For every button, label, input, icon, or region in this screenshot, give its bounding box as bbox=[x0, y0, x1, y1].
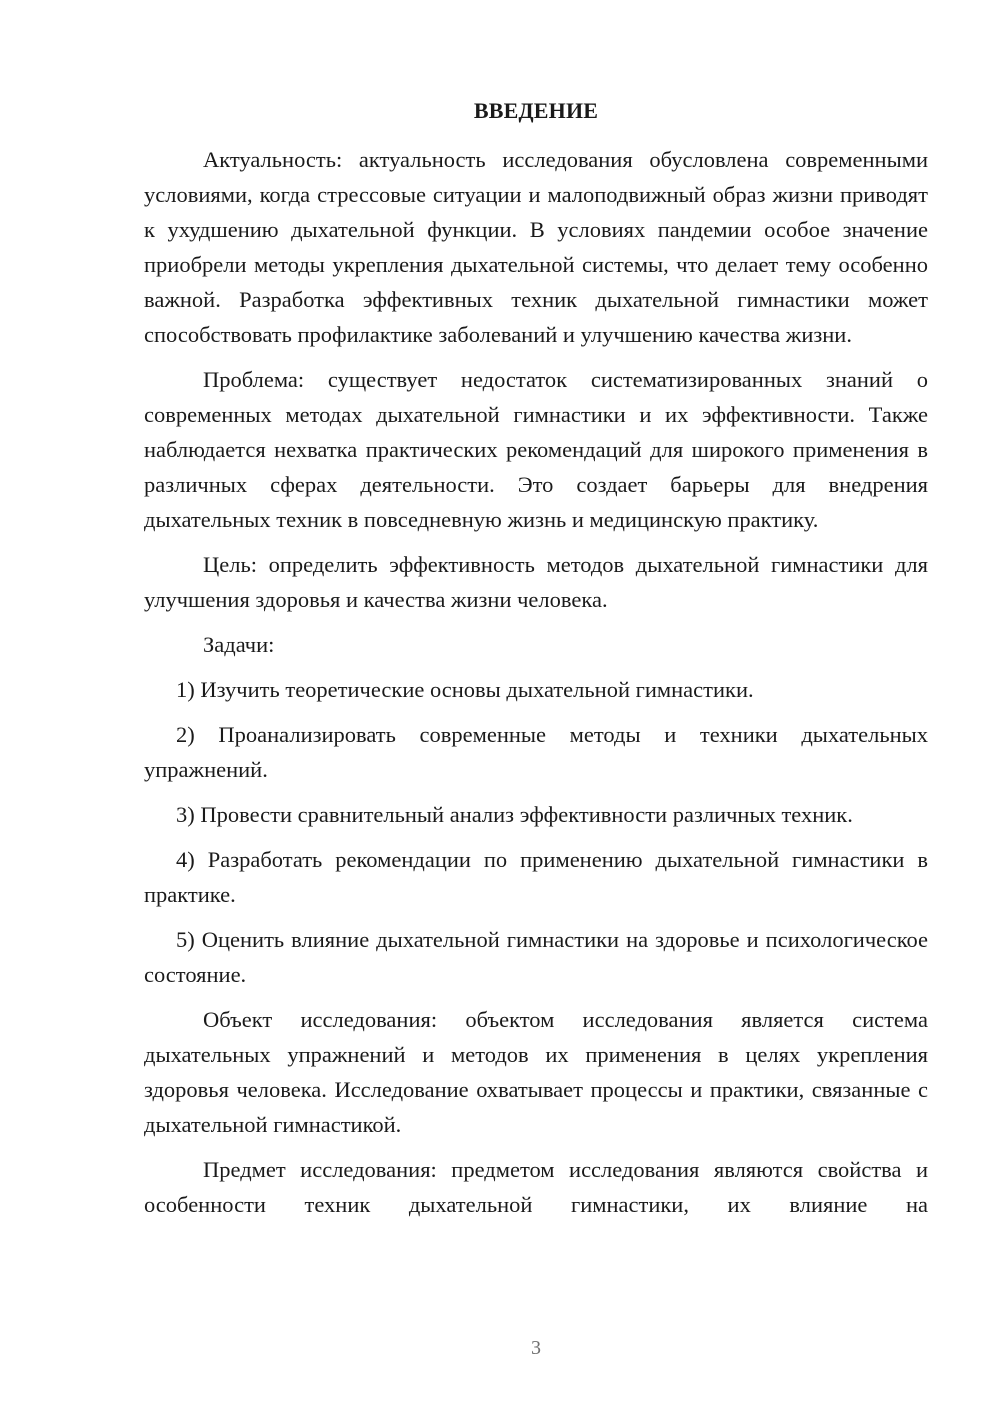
task-item-3: 3) Провести сравнительный анализ эффективности различных техник. bbox=[176, 802, 853, 827]
paragraph-object: Объект исследования: объектом исследования является система дыхательных упражнений и методов их применения в целях укрепления здоровья человека. Исследование охватывает процессы и практики, связанные с дыхательной гимнастикой. bbox=[144, 1007, 928, 1137]
tasks-heading: Задачи: bbox=[203, 632, 275, 657]
paragraph-goal: Цель: определить эффективность методов дыхательной гимнастики для улучшения здоровья и качества жизни человека. bbox=[144, 552, 928, 612]
task-item-1: 1) Изучить теоретические основы дыхательной гимнастики. bbox=[176, 677, 754, 702]
paragraph-subject: Предмет исследования: предметом исследования являются свойства и особенности техник дыхательной гимнастики, их влияние на bbox=[144, 1157, 928, 1217]
page-number: 3 bbox=[531, 1337, 541, 1359]
body-text bbox=[144, 142, 928, 1232]
task-item-5: 5) Оценить влияние дыхательной гимнастики на здоровье и психологическое состояние. bbox=[144, 927, 928, 987]
paragraph-problem: Проблема: существует недостаток систематизированных знаний о современных методах дыхательной гимнастики и их эффективности. Также наблюдается нехватка практических рекомендаций для широкого применения в различных сферах деятельности. Это создает барьеры для внедрения дыхательных техник в повседневную жизнь и медицинскую практику. bbox=[144, 367, 928, 532]
task-item-4: 4) Разработать рекомендации по применению дыхательной гимнастики в практике. bbox=[144, 847, 928, 907]
section-title: ВВЕДЕНИЕ bbox=[473, 98, 599, 123]
task-item-2: 2) Проанализировать современные методы и техники дыхательных упражнений. bbox=[144, 722, 928, 782]
paragraph-relevance: Актуальность: актуальность исследования обусловлена современными условиями, когда стрессовые ситуации и малоподвижный образ жизни приводят к ухудшению дыхательной функции. В условиях пандемии особое значение приобрели методы укрепления дыхательной системы, что делает тему особенно важной. Разработка эффективных техник дыхательной гимнастики может способствовать профилактике заболеваний и улучшению качества жизни. bbox=[144, 147, 928, 347]
